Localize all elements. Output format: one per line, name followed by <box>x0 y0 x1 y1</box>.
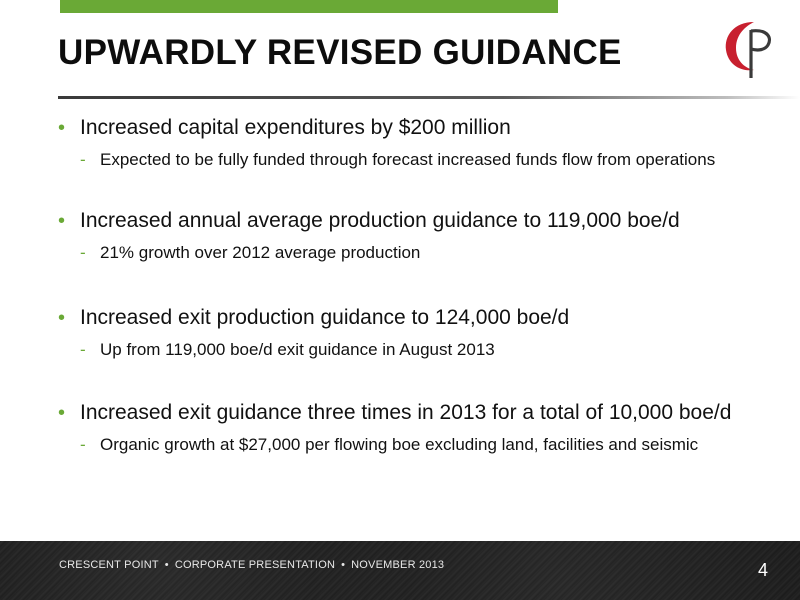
sub-bullet-dash-icon: - <box>80 340 86 359</box>
bullet-text: Increased exit guidance three times in 2013 for a total of 10,000 boe/d <box>80 401 732 424</box>
bullet-group-2 <box>58 209 748 264</box>
footer-section: CORPORATE PRESENTATION <box>174 559 336 571</box>
sub-bullet-item <box>58 339 748 361</box>
footer-separator: • <box>164 559 169 571</box>
bullet-group-3 <box>58 306 748 361</box>
title-divider <box>58 96 800 99</box>
slide-title: UPWARDLY REVISED GUIDANCE <box>58 33 622 72</box>
bullet-item <box>58 116 748 140</box>
footer-separator: • <box>341 559 346 571</box>
sub-bullet-text: Organic growth at $27,000 per flowing boe excluding land, facilities and seismic <box>100 435 699 454</box>
sub-bullet-dash-icon: - <box>80 435 86 454</box>
footer-caption <box>59 559 444 571</box>
sub-bullet-text: Expected to be fully funded through forecast increased funds flow from operations <box>100 150 716 169</box>
bullet-list <box>58 116 748 494</box>
page-number: 4 <box>758 560 769 580</box>
sub-bullet-text: 21% growth over 2012 average production <box>100 243 421 262</box>
bullet-dot-icon: • <box>58 210 66 232</box>
sub-bullet-text: Up from 119,000 boe/d exit guidance in August 2013 <box>100 340 495 359</box>
sub-bullet-dash-icon: - <box>80 150 86 169</box>
bullet-dot-icon: • <box>58 117 66 139</box>
bullet-item <box>58 209 748 233</box>
bullet-text: Increased annual average production guidance to 119,000 boe/d <box>80 209 680 232</box>
bullet-text: Increased exit production guidance to 124,000 boe/d <box>80 306 570 329</box>
sub-bullet-item <box>58 242 748 264</box>
bullet-item <box>58 306 748 330</box>
bullet-text: Increased capital expenditures by $200 million <box>80 116 511 139</box>
slide-footer <box>0 541 800 600</box>
bullet-dot-icon: • <box>58 402 66 424</box>
bullet-group-4 <box>58 401 748 456</box>
sub-bullet-dash-icon: - <box>80 243 86 262</box>
sub-bullet-item <box>58 149 748 171</box>
crescent-point-logo-icon <box>720 16 778 82</box>
bullet-dot-icon: • <box>58 307 66 329</box>
footer-company: CRESCENT POINT <box>59 559 159 571</box>
top-accent-bar <box>60 0 558 13</box>
footer-date: NOVEMBER 2013 <box>351 559 445 571</box>
bullet-group-1 <box>58 116 748 171</box>
bullet-item <box>58 401 748 425</box>
sub-bullet-item <box>58 434 748 456</box>
